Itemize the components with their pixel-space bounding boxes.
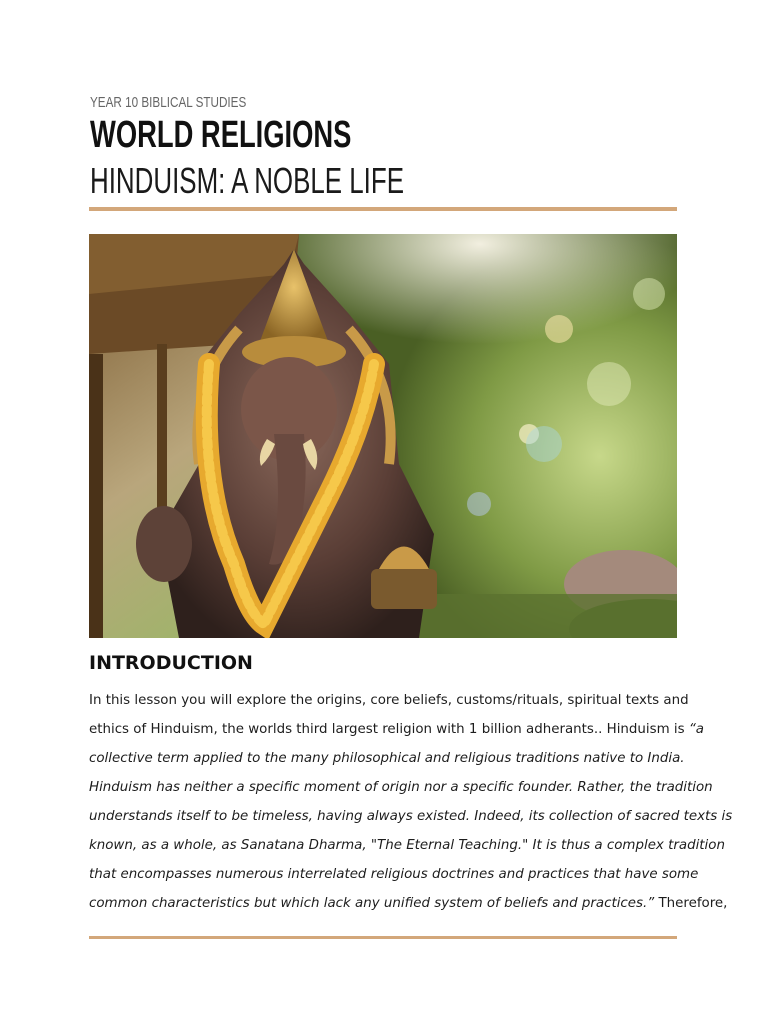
footer-divider — [89, 936, 677, 939]
introduction-paragraph — [89, 686, 733, 918]
paragraph-line: understands itself to be timeless, having always existed. Indeed, its collection of sacred texts is — [89, 809, 733, 824]
paragraph-line: common characteristics but which lack any unified system of beliefs and practices.” Therefore, — [89, 896, 728, 911]
page-subtitle: HINDUISM: A NOBLE LIFE — [90, 160, 405, 201]
ganesha-photo — [89, 234, 677, 638]
paragraph-line: Hinduism has neither a specific moment of origin nor a specific founder. Rather, the tradition — [89, 780, 713, 795]
title-divider — [89, 207, 677, 211]
paragraph-line: known, as a whole, as Sanatana Dharma, "The Eternal Teaching." It is thus a complex tradition — [89, 838, 725, 853]
paragraph-line: collective term applied to the many philosophical and religious traditions native to India. — [89, 751, 685, 766]
section-heading: INTRODUCTION — [89, 652, 253, 674]
course-label: YEAR 10 BIBLICAL STUDIES — [90, 94, 247, 111]
page-title: WORLD RELIGIONS — [90, 114, 352, 156]
paragraph-line: In this lesson you will explore the origins, core beliefs, customs/rituals, spiritual texts and — [89, 693, 689, 708]
paragraph-line: ethics of Hinduism, the worlds third largest religion with 1 billion adherants.. Hinduism is “a — [89, 722, 705, 737]
paragraph-line: that encompasses numerous interrelated religious doctrines and practices that have some — [89, 867, 699, 882]
